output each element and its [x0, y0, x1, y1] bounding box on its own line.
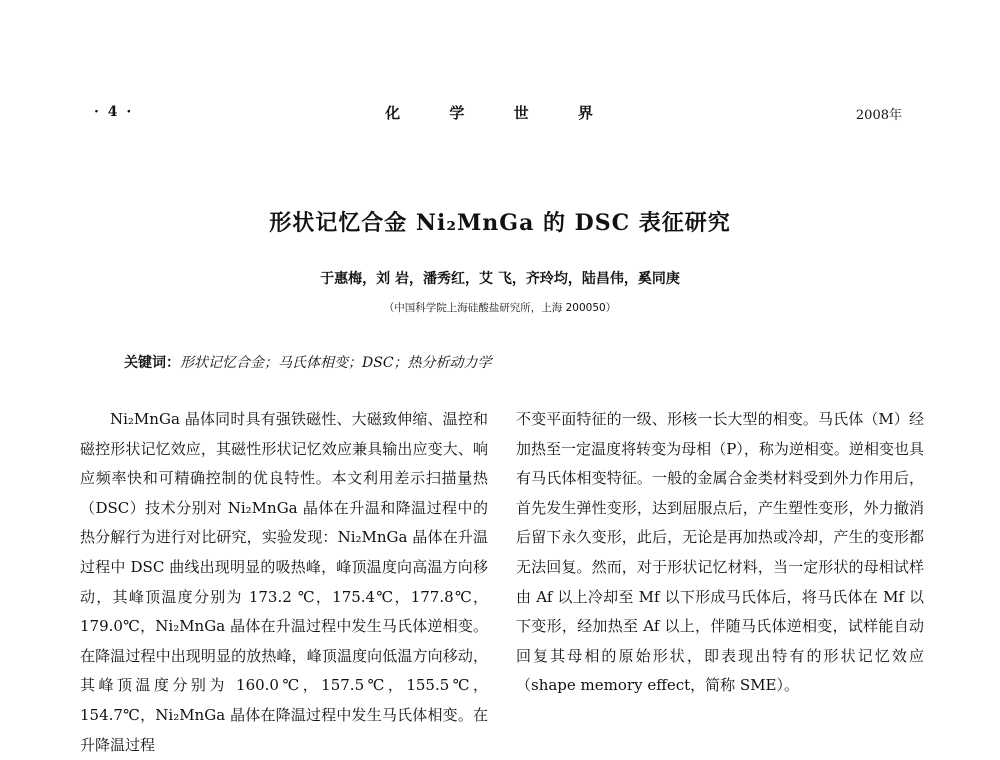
article-title: 形状记忆合金 Ni₂MnGa 的 DSC 表征研究	[269, 210, 731, 236]
publication-year: 2008年	[855, 108, 902, 123]
journal-name: 化 学 世 界	[385, 104, 615, 122]
keywords-label: 关键词：	[124, 355, 180, 371]
page-number: · 4 ·	[94, 104, 134, 120]
body-paragraph: 不变平面特征的一级、形核一长大型的相变。马氏体（M）经加热至一定温度将转变为母相（P），称为逆相变。逆相变也具有马氏体相变特征。一般的金属合金类材料受到外力作用后，首先发生弹性变形，达到屈服点后，产生塑性变形，外力撤消后留下永久变形，此后，无论是再加热或冷却，产生的变形都无法回复。然而，对于形状记忆材料，当一定形状的母相试样由 Af 以上冷却至 Mf 以下形成马氏体后，将马氏体在 Mf 以下变形，经加热至 Af 以上，伴随马氏体逆相变，试样能自动回复其母相的原始形状，即表现出特有的形状记忆效应（shape memory effect，简称 SME）。	[516, 410, 924, 695]
body-column-right	[516, 405, 924, 701]
abstract-paragraph: Ni₂MnGa 晶体同时具有强铁磁性、大磁致伸缩、温控和磁控形状记忆效应，其磁性形状记忆效应兼具输出应变大、响应频率快和可精确控制的优良特性。本文利用差示扫描量热（DSC）技术分别对 Ni₂MnGa 晶体在升温和降温过程中的热分解行为进行对比研究，实验发现：Ni₂MnGa 晶体在升温过程中 DSC 曲线出现明显的吸热峰，峰顶温度向高温方向移动，其峰顶温度分别为 173.2 ℃，175.4℃，177.8℃，179.0℃，Ni₂MnGa 晶体在升温过程中发生马氏体逆相变。在降温过程中出现明显的放热峰，峰顶温度向低温方向移动，其峰顶温度分别为 160.0℃，157.5℃，155.5℃，154.7℃，Ni₂MnGa 晶体在降温过程中发生马氏体相变。在升降温过程	[80, 410, 488, 754]
body-column-left	[80, 405, 488, 760]
keywords-text: 形状记忆合金；马氏体相变；DSC；热分析动力学	[180, 355, 492, 371]
keywords-line	[124, 352, 492, 372]
page-header	[0, 100, 1000, 124]
author-list: 于惠梅，刘 岩，潘秀红，艾 飞，齐玲均，陆昌伟，奚同庚	[320, 271, 680, 287]
affiliation: （中国科学院上海硅酸盐研究所，上海 200050）	[383, 302, 617, 314]
